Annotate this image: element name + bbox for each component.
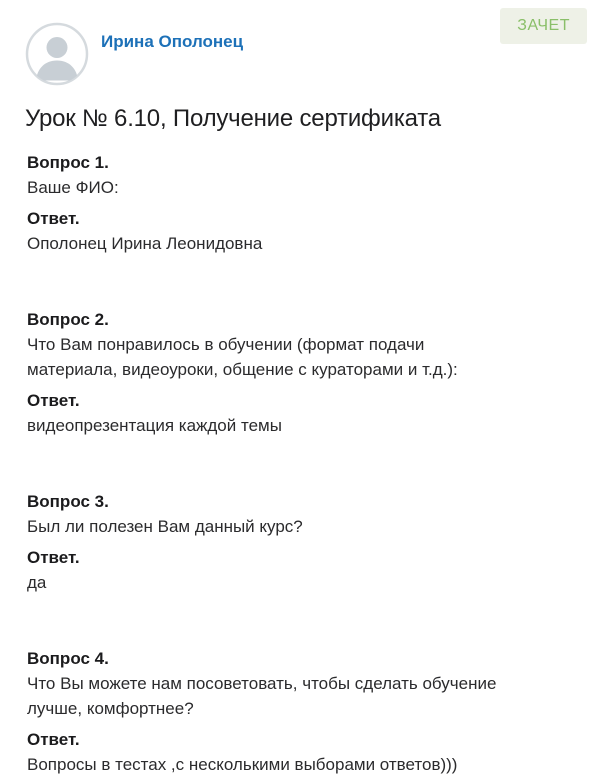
qa-block-3	[27, 490, 572, 595]
header	[0, 0, 600, 86]
question-text: Что Вы можете нам посоветовать, чтобы сделать обучение лучше, комфортнее?	[27, 674, 497, 718]
answer-label: Ответ.	[27, 730, 80, 749]
qa-list	[27, 151, 572, 777]
answer-label: Ответ.	[27, 209, 80, 228]
answer-text: видеопрезентация каждой темы	[27, 416, 282, 435]
answer-text: Ополонец Ирина Леонидовна	[27, 234, 263, 253]
qa-block-4	[27, 647, 572, 777]
user-name-link[interactable]: Ирина Ополонец	[101, 32, 244, 51]
answer-label: Ответ.	[27, 548, 80, 567]
status-badge: ЗАЧЕТ	[500, 8, 587, 44]
answer-label: Ответ.	[27, 391, 80, 410]
question-text: Ваше ФИО:	[27, 178, 119, 197]
lesson-title: Урок № 6.10, Получение сертификата	[25, 105, 441, 132]
person-icon	[25, 22, 89, 86]
qa-block-1	[27, 151, 572, 256]
question-text: Что Вам понравилось в обучении (формат подачи материала, видеоуроки, общение с кураторами и т.д.):	[27, 335, 458, 379]
qa-block-2	[27, 308, 572, 438]
answer-text: Вопросы в тестах ,с несколькими выборами ответов)))	[27, 755, 458, 774]
question-label: Вопрос 2.	[27, 310, 109, 329]
question-label: Вопрос 3.	[27, 492, 109, 511]
answer-text: да	[27, 573, 47, 592]
question-label: Вопрос 1.	[27, 153, 109, 172]
avatar[interactable]	[25, 22, 89, 86]
question-text: Был ли полезен Вам данный курс?	[27, 517, 303, 536]
question-label: Вопрос 4.	[27, 649, 109, 668]
